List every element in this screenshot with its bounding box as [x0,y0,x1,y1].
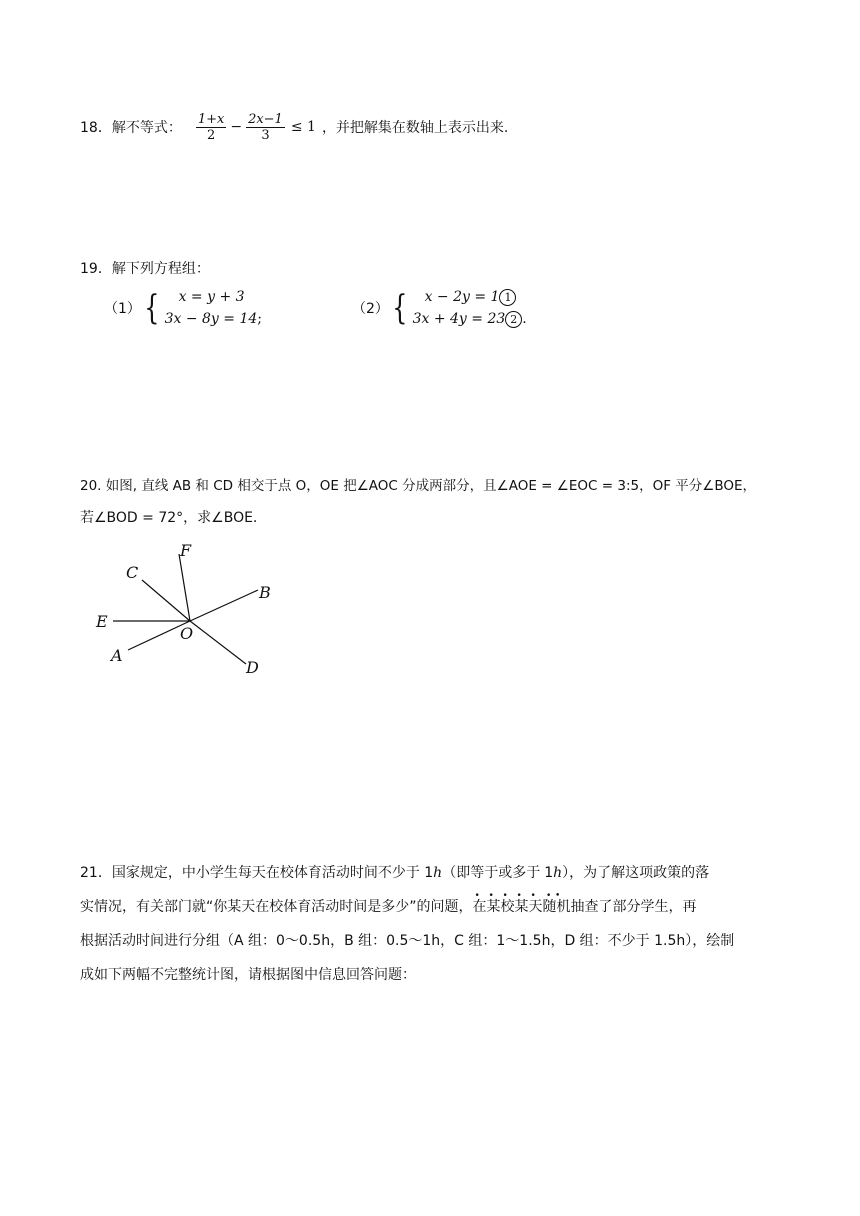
q19-part-1 [104,286,262,330]
q18-fraction-1 [196,112,227,143]
q19-part2-eq2: 3x + 4y = 23 2 . [412,311,527,327]
q20-figure [92,538,292,683]
left-brace-icon: { [144,288,160,328]
label-O: O [180,624,194,643]
left-brace-icon: { [392,288,408,328]
q19-part2-system [413,286,527,330]
label-F: F [180,541,192,560]
circled-two-icon: 2 [505,311,522,328]
q18-label: 18．解不等式： [80,120,182,136]
q18-tail: ，并把解集在数轴上表示出来. [321,120,509,136]
label-A: A [111,646,123,665]
label-D: D [246,658,259,677]
q19-part1-system [165,286,262,330]
q18-frac1-numerator: 1+x [197,111,225,127]
emphasis-char: 于 [526,865,541,881]
q18-frac2-denominator: 3 [261,127,270,143]
q19-part1-eq1: x = y + 3 [178,289,245,305]
q20-line-1: 20. 如图, 直线 AB 和 CD 相交于点 O，OE 把∠AOC 分成两部分，且∠AOE = ∠EOC = 3:5，OF 平分∠BOE， [80,478,757,494]
question-18 [80,110,508,144]
line-OF [179,554,190,621]
q19-part2-eq1: x − 2y = 1 1 [413,286,527,308]
line-OB [190,590,258,621]
q18-minus: − [230,119,243,135]
question-21 [80,856,780,992]
emphasis-char: 多 [512,865,527,881]
emphasis-char: h • [553,865,562,881]
line-OC [142,580,190,621]
q20-line-2: 若∠BOD = 72°，求∠BOE. [80,510,258,526]
q19-label: 19．解下列方程组： [80,261,210,277]
circled-one-icon: 1 [499,289,516,306]
q21-line-2: 实情况，有关部门就“你某天在校体育活动时间是多少”的问题，在某校某天随机抽查了部分学生，再 [80,899,697,915]
q18-frac1-denominator: 2 [206,127,216,143]
emphasis-char: 等 [470,865,485,881]
q21-line-3: 根据活动时间进行分组（A 组：0～0.5h，B 组：0.5～1h，C 组：1～1.5h，D 组：不少于 1.5h），绘制 [80,933,735,949]
label-C: C [126,563,139,582]
q19-part2-label: （2） [352,301,389,317]
q18-fraction-2 [246,112,285,143]
emphasis-char: 或 [498,865,513,881]
q18-relation: ≤ 1 [290,119,316,135]
q19-part-2 [352,286,527,330]
line-OD [190,621,246,664]
q19-part1-eq2: 3x − 8y = 14; [164,311,262,327]
label-E: E [96,612,108,631]
q18-frac2-numerator: 2x−1 [248,111,283,127]
emphasis-char: 1 • [544,865,553,881]
q19-part1-label: （1） [104,301,141,317]
q21-line-4: 成如下两幅不完整统计图，请根据图中信息回答问题： [80,967,416,983]
q21-line-1: 21．国家规定，中小学生每天在校体育活动时间不少于 1h（即等于或多于 1 •h •），为了解这项政策的落 [80,856,780,890]
emphasis-char: 于 [484,865,499,881]
label-B: B [259,583,271,602]
